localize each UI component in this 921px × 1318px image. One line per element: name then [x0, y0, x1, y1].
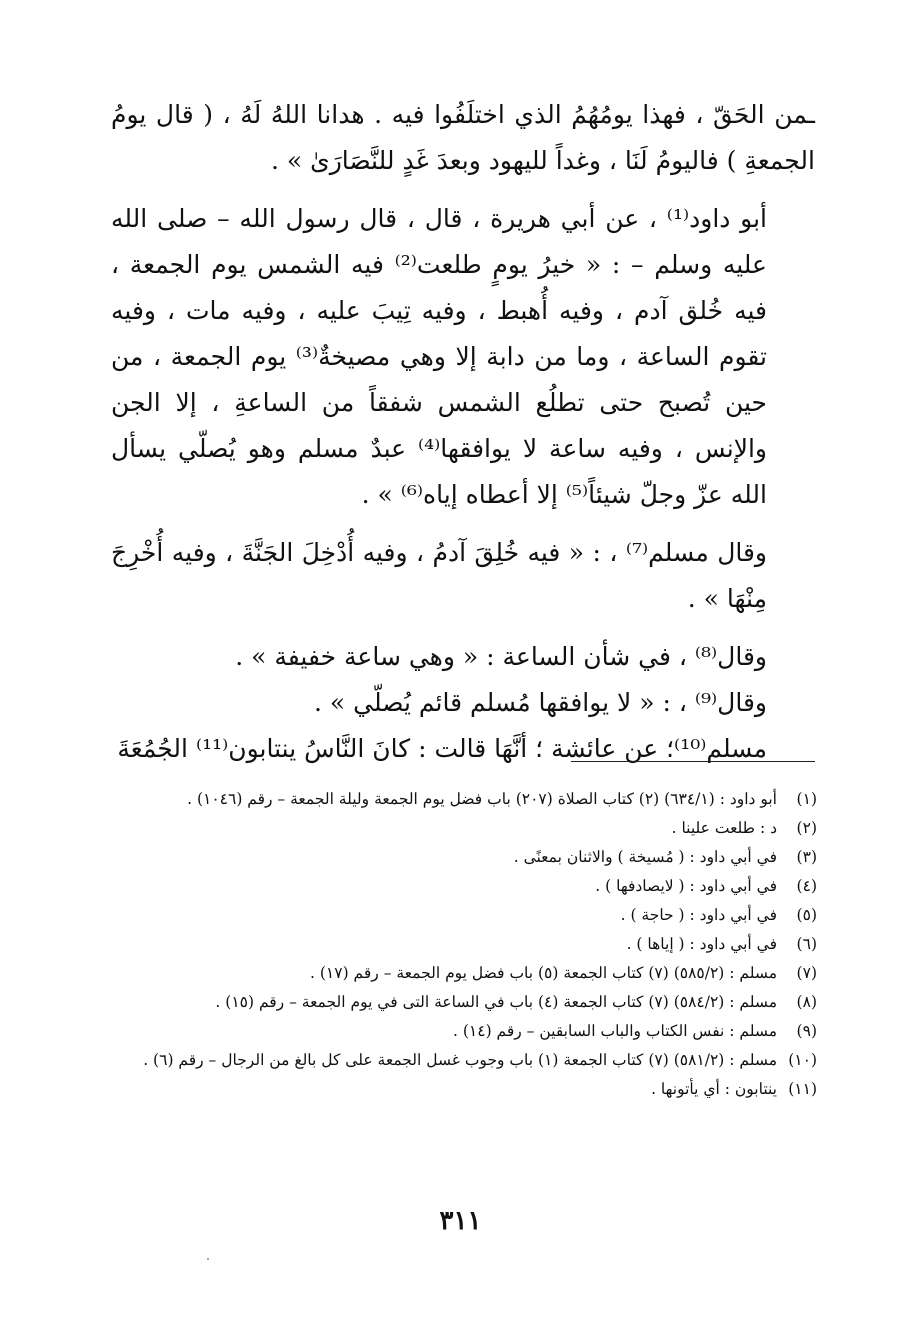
footnote-text: ينتابون : أي يأتونها .: [651, 1080, 777, 1098]
main-text: [111, 92, 815, 772]
paragraph-3: وقال مسلم⁽⁷⁾ ، : « فيه خُلِقَ آدمُ ، وفيه أُدْخِلَ الجَنَّةَ ، وفيه أُخْرِجَ مِنْهَا » .: [111, 538, 768, 613]
footnote-text: في أبي داود : ( مُسيخة ) والاثنان بمعنًى .: [513, 848, 777, 866]
paragraph-4: وقال⁽⁸⁾ ، في شأن الساعة : « وهي ساعة خفيفة » .: [235, 642, 767, 671]
footnote-number: (١): [796, 790, 817, 808]
footnote-item: [105, 988, 817, 1017]
footnote-text: مسلم : (٥٨٥/٢) (٧) كتاب الجمعة (٥) باب فضل يوم الجمعة – رقم (١٧) .: [310, 964, 777, 982]
footnote-item: [105, 959, 817, 988]
page-number: ٣١١: [439, 1206, 482, 1236]
footnote-separator: [571, 761, 815, 762]
footnote-number: (٢): [796, 819, 817, 837]
footnote-item: [105, 930, 817, 959]
footnote-text: أبو داود : (٦٣٤/١) (٢) كتاب الصلاة (٢٠٧) باب فضل يوم الجمعة وليلة الجمعة – رقم (١٠٤٦) .: [187, 790, 777, 808]
paragraph-6: مسلم⁽¹⁰⁾؛ عن عائشة ؛ أنَّهَا قالت : كانَ النَّاسُ ينتابون⁽¹¹⁾ الجُمُعَةَ: [117, 734, 767, 763]
footnote-text: في أبي داود : ( لايصادفها ) .: [595, 877, 777, 895]
footnote-text: د : طلعت علينا .: [671, 819, 777, 837]
footnote-text: مسلم : نفس الكتاب والباب السابقين – رقم (١٤) .: [453, 1022, 777, 1040]
footnote-number: (٧): [796, 964, 817, 982]
footnote-number: (٣): [796, 848, 817, 866]
paragraph-5: وقال⁽⁹⁾ ، : « لا يوافقها مُسلم قائم يُصلّي » .: [314, 688, 767, 717]
footnote-item: [105, 872, 817, 901]
footnote-item: [105, 1017, 817, 1046]
footnote-text: في أبي داود : ( إياها ) .: [626, 935, 777, 953]
footnote-number: (٤): [796, 877, 817, 895]
footnote-number: (١١): [788, 1080, 817, 1098]
footnote-number: (٨): [796, 993, 817, 1011]
footnote-item: [105, 1075, 817, 1104]
footnotes: [105, 785, 817, 1104]
footnote-number: (٦): [796, 935, 817, 953]
footnote-text: مسلم : (٥٨١/٢) (٧) كتاب الجمعة (١) باب وجوب غسل الجمعة على كل بالغ من الرجال – رقم (٦) .: [143, 1051, 777, 1069]
footnote-text: مسلم : (٥٨٤/٢) (٧) كتاب الجمعة (٤) باب في الساعة التى في يوم الجمعة – رقم (١٥) .: [215, 993, 777, 1011]
scan-speck: [207, 1258, 209, 1260]
footnote-text: في أبي داود : ( حاجة ) .: [620, 906, 777, 924]
footnote-item: [105, 843, 817, 872]
footnote-item: [105, 901, 817, 930]
footnote-item: [105, 1046, 817, 1075]
footnote-number: (١٠): [788, 1051, 817, 1069]
footnote-number: (٥): [796, 906, 817, 924]
paragraph-2: أبو داود⁽¹⁾ ، عن أبي هريرة ، قال ، قال رسول الله – صلى الله عليه وسلم – : « خيرُ يومٍ طلعت⁽²⁾ فيه الشمس يوم الجمعة ، فيه خُلق آدم ، وفيه أُهبط ، وفيه تِيبَ عليه ، وفيه مات ، وفيه تقوم الساعة ، وما من دابة إلا وهي مصيخةٌ⁽³⁾ يوم الجمعة ، من حين تُصبح حتى تطلُع الشمس شفقاً من الساعةِ ، إلا الجن والإنس ، وفيه ساعة لا يوافقها⁽⁴⁾ عبدٌ مسلم وهو يُصلّي يسأل الله عزّ وجلّ شيئاً⁽⁵⁾ إلا أعطاه إياه⁽⁶⁾ » .: [111, 204, 767, 509]
paragraph-1: ـمن الحَقّ ، فهذا يومُهُمُ الذي اختلَفُوا فيه . هدانا اللهُ لَهُ ، ( قال يومُ الجمعةِ ) فاليومُ لَنَا ، وغداً لليهود وبعدَ غَدٍ للنَّصَارَىٰ » .: [111, 100, 815, 175]
footnote-item: [105, 814, 817, 843]
footnote-item: [105, 785, 817, 814]
footnote-number: (٩): [796, 1022, 817, 1040]
